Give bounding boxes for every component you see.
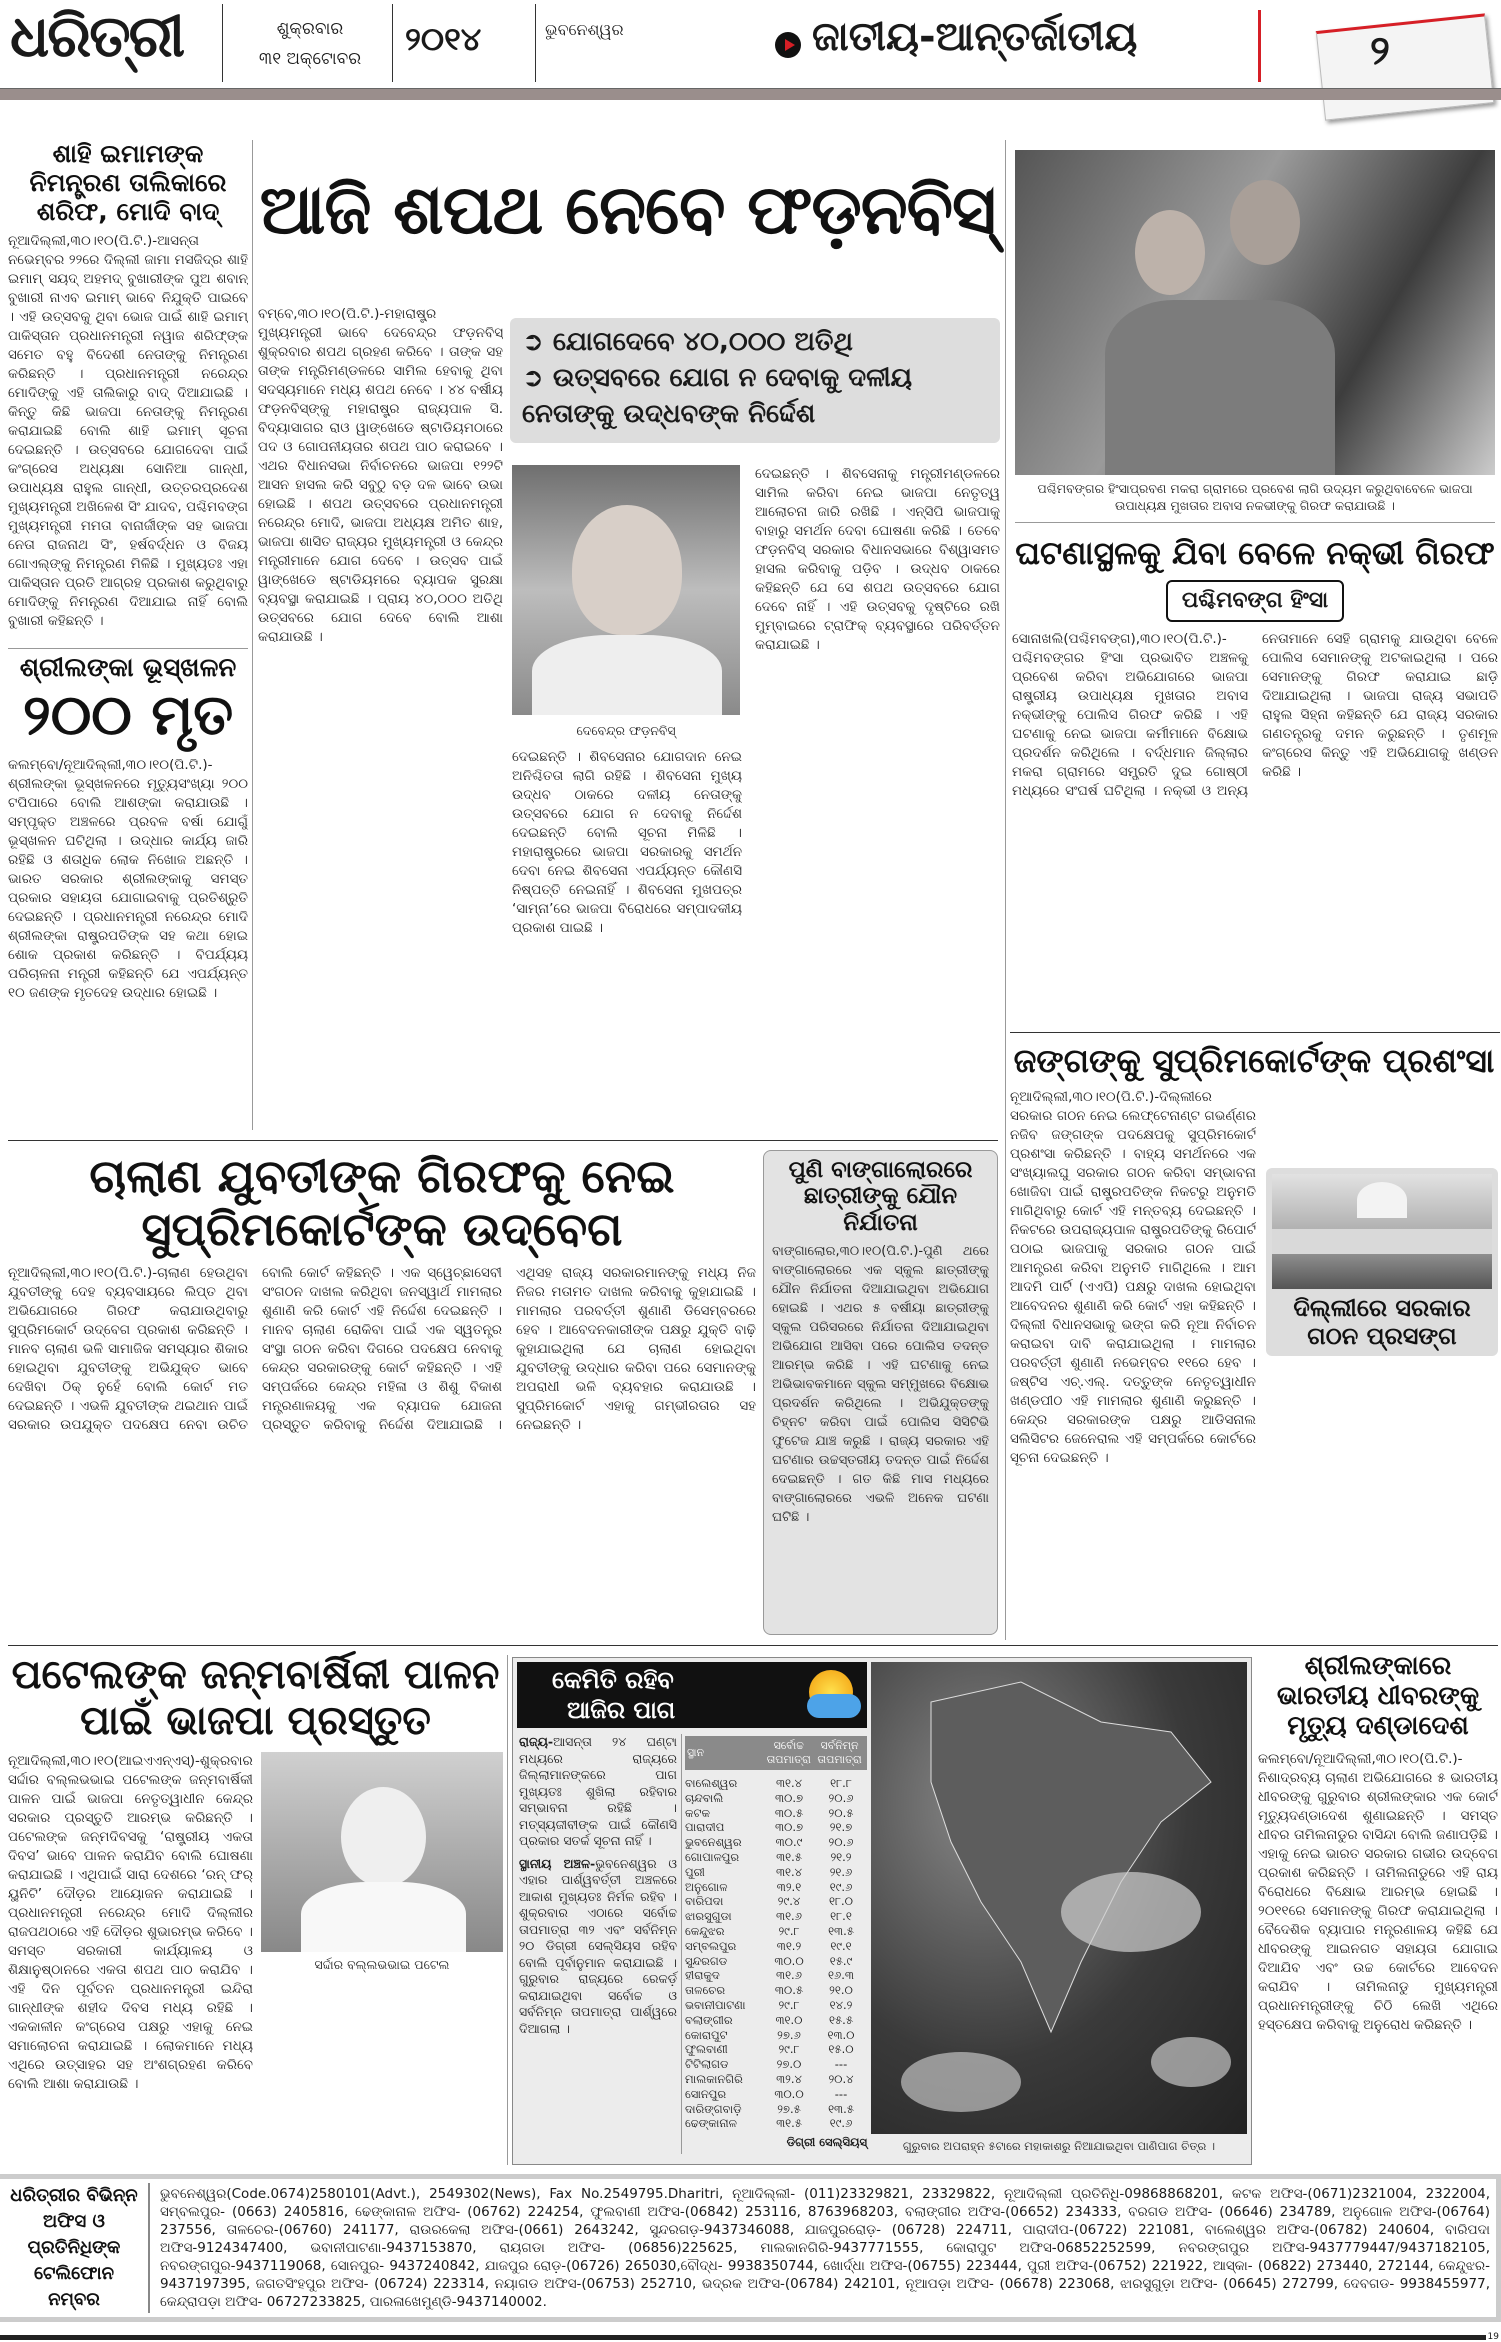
min-temp: ୧୮.୦ bbox=[829, 1894, 853, 1909]
station-name: ହୀରାକୁଦ bbox=[685, 1968, 720, 1983]
max-temp: ୩୨.୧ bbox=[776, 1879, 802, 1894]
max-temp: ୩୧.୨ bbox=[776, 1938, 802, 1953]
table-row bbox=[685, 1924, 867, 1939]
max-temp: ୨୯.୮ bbox=[778, 1997, 800, 2012]
footer-label: ଧରିତ୍ରୀର ବିଭିନ୍ନ ଅଫିସ ଓ ପ୍ରତିନିଧିଙ୍କ ଟେଲିଫୋନ ନମ୍ବର bbox=[0, 2183, 150, 2313]
table-row bbox=[685, 1894, 867, 1909]
photo-box-supreme-court bbox=[1266, 1168, 1498, 1356]
article-body-fishermen: କଲମ୍ବୋ/ନୂଆଦିଲ୍ଲୀ,୩୦।୧୦(ପି.ଟି.)-ନିଶାଦ୍ରବ୍ୟ ଚାଲାଣ ଅଭିଯୋଗରେ ୫ ଭାରତୀୟ ଧୀବରଙ୍କୁ ଗୁରୁବାର ଶ୍ରୀଲଙ୍କାର ଏକ କୋର୍ଟ ମୃତ୍ୟୁଦଣ୍ଡାଦେଶ ଶୁଣାଇଛନ୍ତି । ସମସ୍ତ ଧୀବର ତାମିଲନାଡୁର ବାସିନ୍ଦା ବୋଲି ଜଣାପଡ଼ିଛି । ଏହାକୁ ନେଇ ଭାରତ ସରକାର ଗଭୀର ଉଦ୍‌ବେଗ ପ୍ରକାଶ କରିଛନ୍ତି । ତାମିଲନାଡୁରେ ଏହି ରାୟ ବିରୋଧରେ ବିକ୍ଷୋଭ ଆରମ୍ଭ ହୋଇଛି । ୨୦୧୧ରେ ସେମାନଙ୍କୁ ଗିରଫ କରାଯାଇଥିଲା । ବୈଦେଶିକ ବ୍ୟାପାର ମନ୍ତ୍ରଣାଳୟ କହିଛି ଯେ ଧୀବରଙ୍କୁ ଆଇନଗତ ସହାୟତା ଯୋଗାଇ ଦିଆଯିବ ଏବଂ ଉଚ୍ଚ କୋର୍ଟରେ ଆବେଦନ କରାଯିବ । ତାମିଲନାଡୁ ମୁଖ୍ୟମନ୍ତ୍ରୀ ପ୍ରଧାନମନ୍ତ୍ରୀଙ୍କୁ ଚିଠି ଲେଖି ଏଥିରେ ହସ୍ତକ୍ଷେପ କରିବାକୁ ଅନୁରୋଧ କରିଛନ୍ତି । bbox=[1258, 1750, 1498, 2033]
divider bbox=[8, 648, 248, 649]
column-rule bbox=[252, 140, 253, 1130]
page-curl-icon bbox=[1316, 13, 1494, 120]
article-body-fadnavis-3: ଦେଇଛନ୍ତି । ଶିବସେନାକୁ ମନ୍ତ୍ରୀମଣ୍ଡଳରେ ସାମିଲ କରିବା ନେଇ ଭାଜପା ନେତୃତ୍ୱ ଆଲୋଚନା ଜାରି ରଖିଛି । ଏନ୍‌ସିପି ଭାଜପାକୁ ବାହାରୁ ସମର୍ଥନ ଦେବା ଘୋଷଣା କରିଛି । ତେବେ ଫଡ଼ନବିସ୍ ସରକାର ବିଧାନସଭାରେ ବିଶ୍ୱାସମତ ହାସଲ କରିବାକୁ ପଡ଼ିବ । ଉଦ୍ଧବ ଠାକରେ କହିଛନ୍ତି ଯେ ସେ ଶପଥ ଉତ୍ସବରେ ଯୋଗ ଦେବେ ନାହିଁ । ଏହି ଉତ୍ସବକୁ ଦୃଷ୍ଟିରେ ରଖି ମୁମ୍ବାଇରେ ଟ୍ରାଫିକ୍ ବ୍ୟବସ୍ଥାରେ ପରିବର୍ତ୍ତନ କରାଯାଇଛି । bbox=[755, 466, 1000, 653]
table-row bbox=[685, 2042, 867, 2057]
min-temp: --- bbox=[834, 2086, 848, 2101]
header-bar bbox=[0, 88, 1501, 100]
headline-chalan: ଚାଲାଣ ଯୁବତୀଙ୍କ ଗିରଫକୁ ନେଇ ସୁପ୍ରିମକୋର୍ଟଙ୍କ ଉଦ୍‌ବେଗ bbox=[89, 1149, 675, 1256]
article-body-chalan: ନୂଆଦିଲ୍ଲୀ,୩୦।୧୦(ପି.ଟି.)-ଚାଲାଣ ହେଉଥିବା ଯୁବତୀଙ୍କୁ ଦେହ ବ୍ୟବସାୟରେ ଲିପ୍ତ ଥିବା ଅଭିଯୋଗରେ ଗିରଫ କରାଯାଉଥିବାରୁ ସୁପ୍ରିମକୋର୍ଟ ଉଦ୍‌ବେଗ ପ୍ରକାଶ କରିଛନ୍ତି । ମାନବ ଚାଲାଣ ଭଳି ସାମାଜିକ ସମସ୍ୟାର ଶିକାର ହୋଇଥିବା ଯୁବତୀଙ୍କୁ ଅଭିଯୁକ୍ତ ଭାବେ ଦେଖିବା ଠିକ୍ ନୁହେଁ ବୋଲି କୋର୍ଟ ମତ ଦେଇଛନ୍ତି । ଏଭଳି ଯୁବତୀଙ୍କ ଥଇଥାନ ପାଇଁ ସରକାର ଉପଯୁକ୍ତ ପଦକ୍ଷେପ ନେବା ଉଚିତ ବୋଲି କୋର୍ଟ କହିଛନ୍ତି । ଏକ ସ୍ୱେଚ୍ଛାସେବୀ ସଂଗଠନ ଦାଖଲ କରିଥିବା ଜନସ୍ୱାର୍ଥ ମାମଲାର ଶୁଣାଣି କରି କୋର୍ଟ ଏହି ନିର୍ଦ୍ଦେଶ ଦେଇଛନ୍ତି । ମାନବ ଚାଲାଣ ରୋକିବା ପାଇଁ ଏକ ସ୍ୱତନ୍ତ୍ର ସଂସ୍ଥା ଗଠନ କରିବା ଦିଗରେ ପଦକ୍ଷେପ ନେବାକୁ କେନ୍ଦ୍ର ସରକାରଙ୍କୁ କୋର୍ଟ କହିଛନ୍ତି । ଏହି ସମ୍ପର୍କରେ କେନ୍ଦ୍ର ମହିଳା ଓ ଶିଶୁ ବିକାଶ ମନ୍ତ୍ରଣାଳୟକୁ ଏକ ବ୍ୟାପକ ଯୋଜନା ପ୍ରସ୍ତୁତ କରିବାକୁ ନିର୍ଦ୍ଦେଶ ଦିଆଯାଇଛି । ଏଥିସହ ରାଜ୍ୟ ସରକାରମାନଙ୍କୁ ମଧ୍ୟ ନିଜ ନିଜର ମତାମତ ଦାଖଲ କରିବାକୁ କୁହାଯାଇଛି । ମାମଲାର ପରବର୍ତ୍ତୀ ଶୁଣାଣି ଡିସେମ୍ବରରେ ହେବ । ଆବେଦନକାରୀଙ୍କ ପକ୍ଷରୁ ଯୁକ୍ତି ବାଢ଼ି କୁହାଯାଇଥିଲା ଯେ ଚାଲାଣ ହୋଇଥିବା ଯୁବତୀଙ୍କୁ ଉଦ୍ଧାର କରିବା ପରେ ସେମାନଙ୍କୁ ଅପରାଧୀ ଭଳି ବ୍ୟବହାର କରାଯାଉଛି । ସୁପ୍ରିମକୋର୍ଟ ଏହାକୁ ଗମ୍ଭୀରତାର ସହ ନେଇଛନ୍ତି । bbox=[8, 1264, 756, 1433]
station-name: ଢେଙ୍କାନାଳ bbox=[685, 2116, 737, 2131]
max-temp: ୩୦.୭ bbox=[774, 1790, 804, 1805]
min-temp: ୧୩.୫ bbox=[828, 1923, 854, 1938]
table-row bbox=[685, 2116, 867, 2131]
min-temp: ୨୧.୬ bbox=[829, 1864, 853, 1879]
station-name: କେନ୍ଦୁଝର bbox=[685, 1923, 725, 1938]
station-name: ପୁରୀ bbox=[685, 1864, 705, 1879]
max-temp: ୨୭.୫ bbox=[777, 2101, 801, 2116]
min-temp: ୧୬.୩ bbox=[828, 1968, 854, 1983]
min-temp: ୨୦.୬ bbox=[828, 1790, 854, 1805]
max-temp: ୩୨.୪ bbox=[776, 2071, 802, 2086]
article-body-srilanka: କଲମ୍ବୋ/ନୂଆଦିଲ୍ଲୀ,୩୦।୧୦(ପି.ଟି.)-ଶ୍ରୀଲଙ୍କା ଭୂସ୍ଖଳନରେ ମୃତ୍ୟୁସଂଖ୍ୟା ୨୦୦ ଟପିପାରେ ବୋଲି ଆଶଙ୍କା କରାଯାଉଛି । ସମ୍ପୃକ୍ତ ଅଞ୍ଚଳରେ ପ୍ରବଳ ବର୍ଷା ଯୋଗୁଁ ଭୂସ୍ଖଳନ ଘଟିଥିଲା । ଉଦ୍ଧାର କାର୍ଯ୍ୟ ଜାରି ରହିଛି ଓ ଶତାଧିକ ଲୋକ ନିଖୋଜ ଅଛନ୍ତି । ଭାରତ ସରକାର ଶ୍ରୀଲଙ୍କାକୁ ସମସ୍ତ ପ୍ରକାର ସହାୟତା ଯୋଗାଇବାକୁ ପ୍ରତିଶ୍ରୁତି ଦେଇଛନ୍ତି । ପ୍ରଧାନମନ୍ତ୍ରୀ ନରେନ୍ଦ୍ର ମୋଦି ଶ୍ରୀଲଙ୍କା ରାଷ୍ଟ୍ରପତିଙ୍କ ସହ କଥା ହୋଇ ଶୋକ ପ୍ରକାଶ କରିଛନ୍ତି । ବିପର୍ଯ୍ୟୟ ପରିଚାଳନା ମନ୍ତ୍ରୀ କହିଛନ୍ତି ଯେ ଏପର୍ଯ୍ୟନ୍ତ ୧୦ ଜଣଙ୍କ ମୃତଦେହ ଉଦ୍ଧାର ହୋଇଛି । bbox=[8, 757, 248, 1002]
section-box-wb-violence: ପଶ୍ଚିମବଙ୍ଗ ହିଂସା bbox=[1166, 580, 1344, 622]
weather-title: କେମିତି ରହିବ ଆଜିର ପାଗ bbox=[517, 1662, 867, 1728]
min-temp: ୧୮.୮ bbox=[830, 1776, 852, 1790]
headline-imam: ଶାହି ଇମାମଙ୍କ ନିମନ୍ତ୍ରଣ ତାଲିକାରେ ଶରିଫ, ମୋଦି ବାଦ୍ bbox=[29, 139, 227, 226]
min-temp: ୧୫.୯ bbox=[829, 1953, 853, 1968]
table-row bbox=[685, 1850, 867, 1865]
max-temp: ୩୧.୬ bbox=[776, 1909, 802, 1924]
story-imam bbox=[8, 140, 248, 642]
min-temp: ୨୦.୪ bbox=[828, 2071, 854, 2086]
highlight-item: ➲ ଯୋଗଦେବେ ୪୦,୦୦୦ ଅତିଥି bbox=[522, 327, 853, 357]
table-row bbox=[685, 1954, 867, 1969]
boxed-story-bangalore bbox=[763, 1150, 998, 1635]
station-name: ଦାରିଙ୍ଗବାଡ଼ି bbox=[685, 2101, 742, 2116]
headline-jung: ଜଙ୍ଗଙ୍କୁ ସୁପ୍ରିମକୋର୍ଟଙ୍କ ପ୍ରଶଂସା bbox=[1013, 1041, 1495, 1080]
table-row bbox=[685, 1820, 867, 1835]
divider bbox=[392, 4, 393, 82]
divider bbox=[8, 1645, 1498, 1646]
jung-row bbox=[1010, 1088, 1498, 1638]
station-name: ସୁନ୍ଦରଗଡ bbox=[685, 1953, 728, 1968]
sun-cloud-icon bbox=[809, 1670, 853, 1714]
arrow-bullet-icon: ➲ bbox=[522, 363, 553, 393]
min-temp: ୨୦.୬ bbox=[828, 1835, 854, 1850]
satellite-map-caption: ଗୁରୁବାର ଅପରାହ୍ନ ୫ଟାରେ ମହାକାଶରୁ ନିଆଯାଇଥିବା ପାଣିପାଗ ଚିତ୍ର । bbox=[902, 2139, 1216, 2153]
footer-phone-list: ଭୁବନେଶ୍ୱର(Code.0674)2580101(Advt.), 2549302(News), Fax No.2549795.Dharitri, ନୂଆଦିଲ୍ଲୀ- (011)23329821, 23329822, ନୂଆଦିଲ୍ଲୀ ପ୍ରତିନିଧି-09868868201, କଟକ ଅଫିସ-(0671)2321004, 2322004, ସମ୍ବଲପୁର- (0663) 2405816, ଢେଙ୍କାନାଳ ଅଫିସ- (06762) 224254, ଫୁଲବାଣୀ ଅଫିସ-(06842) 253116, 8763968203, ବଲାଙ୍ଗୀର ଅଫିସ-(06652) 234333, ବରଗଡ ଅଫିସ- (06646) 234789, ଅନୁଗୋଳ ଅଫିସ-(06764) 237556, ତାଳଚେର-(06760) 241177, ରାଉରକେଲା ଅଫିସ-(0661) 2643242, ସୁନ୍ଦରଗଡ଼-9437346088, ଯାଜପୁରରୋଡ଼- (06728) 224711, ପାରାଦୀପ-(06722) 221081, ବାଲେଶ୍ୱର ଅଫିସ-(06782) 240604, ବାରିପଦା ଅଫିସ-9124347400, ଭବାନୀପାଟଣା-9437153870, ରାୟଗଡା ଅଫିସ- (06856)225625, ମାଲକାନଗିରି-9437771555, କୋରାପୁଟ ଅଫିସ-06852252599, ନବରଙ୍ଗପୁର ଅଫିସ-9437779447/9437182105, ନବରଙ୍ଗପୁର-9437119068, ସୋନପୁର- 9437240842, ଯାଜପୁର ରୋଡ଼-(06726) 265030,ବୌଦ୍ଧ- 9938350744, ଖୋର୍ଦ୍ଧା ଅଫିସ-(06755) 223444, ପୁରୀ ଅଫିସ-(06752) 221922, ଆସ୍କା- (06822) 273440, 272144, କେନ୍ଦୁଝର- 9437197395, ଜଗତସିଂହପୁର ଅଫିସ- (06724) 223314, ନୟାଗଡ ଅଫିସ-(06753) 252710, ଭଦ୍ରକ ଅଫିସ-(06784) 242101, ନୂଆପଡ଼ା ଅଫିସ- (06678) 223068, ଝାରସୁଗୁଡ଼ା ଅଫିସ- (06645) 272799, ଦେବଗଡ- 9938455977, କେନ୍ଦ୍ରାପଡ଼ା ଅଫିସ- 06727233825, ପାରଳାଖେମୁଣ୍ଡି-9437140002. bbox=[160, 2186, 1490, 2310]
newspaper-logo: ଧରିତ୍ରୀ bbox=[10, 2, 184, 70]
column-rule bbox=[507, 1655, 508, 2165]
headline-patel: ପଟେଲଙ୍କ ଜନ୍ମବାର୍ଷିକୀ ପାଳନ ପାଇଁ ଭାଜପା ପ୍ରସ୍ତୁତ bbox=[11, 1652, 500, 1744]
table-rows bbox=[685, 1776, 867, 2131]
photo-caption-naqvi: ପଶ୍ଚିମବଙ୍ଗର ହିଂସାପ୍ରବଣ ମକରା ଗ୍ରାମରେ ପ୍ରବେଶ ଲାଗି ଉଦ୍ୟମ କରୁଥିବାବେଳେ ଭାଜପା ଉପାଧ୍ୟକ୍ଷ ମୁଖତାର ଅବାସ ନକଭୀଙ୍କୁ ଗିରଫ କରାଯାଉଛି । bbox=[1037, 481, 1473, 513]
station-name: ତାଳଚେର bbox=[685, 1983, 726, 1998]
dateline bbox=[235, 14, 385, 74]
table-row bbox=[685, 2013, 867, 2028]
footer bbox=[0, 2174, 1501, 2342]
min-temp: ୧୪.୨ bbox=[829, 1997, 853, 2012]
table-row bbox=[685, 2057, 867, 2072]
story-fishermen bbox=[1258, 1652, 1498, 2166]
min-temp: ୧୫.୫ bbox=[829, 2012, 853, 2027]
photo-fadnavis bbox=[512, 465, 740, 715]
table-row bbox=[685, 1835, 867, 1850]
column-rule bbox=[681, 1734, 682, 2154]
max-temp: ୩୦.୦ bbox=[774, 1953, 804, 1968]
temperature-table bbox=[685, 1736, 867, 2150]
article-body-bangalore: ବାଙ୍ଗାଲୋର,୩୦।୧୦(ପି.ଟି.)-ପୁଣି ଥରେ ବାଙ୍ଗାଲୋରରେ ଏକ ସ୍କୁଲ ଛାତ୍ରୀଙ୍କୁ ଯୌନ ନିର୍ଯାତନା ଦିଆଯାଇଥିବା ଅଭିଯୋଗ ହୋଇଛି । ଏଥର ୫ ବର୍ଷୀୟା ଛାତ୍ରୀଙ୍କୁ ସ୍କୁଲ ପରିସରରେ ନିର୍ଯାତନା ଦିଆଯାଇଥିବା ଅଭିଯୋଗ ଆସିବା ପରେ ପୋଲିସ ତଦନ୍ତ ଆରମ୍ଭ କରିଛି । ଏହି ଘଟଣାକୁ ନେଇ ଅଭିଭାବକମାନେ ସ୍କୁଲ ସମ୍ମୁଖରେ ବିକ୍ଷୋଭ ପ୍ରଦର୍ଶନ କରିଥିଲେ । ଅଭିଯୁକ୍ତଙ୍କୁ ଚିହ୍ନଟ କରିବା ପାଇଁ ପୋଲିସ ସିସିଟିଭି ଫୁଟେଜ ଯାଞ୍ଚ କରୁଛି । ରାଜ୍ୟ ସରକାର ଏହି ଘଟଣାର ଉଚ୍ଚସ୍ତରୀୟ ତଦନ୍ତ ପାଇଁ ନିର୍ଦ୍ଦେଶ ଦେଇଛନ୍ତି । ଗତ କିଛି ମାସ ମଧ୍ୟରେ ବାଙ୍ଗାଲୋରରେ ଏଭଳି ଅନେକ ଘଟଣା ଘଟିଛି । bbox=[772, 1244, 989, 1526]
table-row bbox=[685, 1909, 867, 1924]
weather-box bbox=[512, 1657, 1252, 2165]
max-temp: ୩୧.୫ bbox=[776, 2116, 802, 2131]
max-temp: ୩୧.୪ bbox=[775, 1864, 803, 1879]
photo-naqvi-arrest bbox=[1015, 150, 1495, 475]
headline-naqvi: ଘଟଣାସ୍ଥଳକୁ ଯିବା ବେଳେ ନକ୍‌ଭୀ ଗିରଫ bbox=[1015, 534, 1495, 572]
max-temp: ୩୦.୦ bbox=[774, 2086, 804, 2101]
table-row bbox=[685, 1939, 867, 1954]
divider bbox=[1010, 1032, 1500, 1033]
section-title: ଜାତୀୟ-ଆନ୍ତର୍ଜାତୀୟ bbox=[812, 14, 1138, 60]
station-name: ଗୋପାଳପୁର bbox=[685, 1849, 740, 1864]
accent-divider bbox=[1258, 10, 1261, 82]
min-temp: ୧୯.୬ bbox=[829, 2116, 853, 2131]
min-temp: ୧୩.୦ bbox=[827, 2027, 855, 2042]
article-body-naqvi: ସୋନାଖଲି(ପଶ୍ଚିମବଙ୍ଗ),୩୦।୧୦(ପି.ଟି.)-ପଶ୍ଚିମବଙ୍ଗର ହିଂସା ପ୍ରଭାବିତ ଅଞ୍ଚଳକୁ ପ୍ରବେଶ କରିବା ଅଭିଯୋଗରେ ଭାଜପା ରାଷ୍ଟ୍ରୀୟ ଉପାଧ୍ୟକ୍ଷ ମୁଖତାର ଅବାସ ନକ୍‌ଭୀଙ୍କୁ ପୋଲିସ ଗିରଫ କରିଛି । ଏହି ଘଟଣାକୁ ନେଇ ଭାଜପା କର୍ମୀମାନେ ବିକ୍ଷୋଭ ପ୍ରଦର୍ଶନ କରିଥିଲେ । ବର୍ଦ୍ଧମାନ ଜିଲ୍ଲାର ମକରା ଗ୍ରାମରେ ସମ୍ପ୍ରତି ଦୁଇ ଗୋଷ୍ଠୀ ମଧ୍ୟରେ ସଂଘର୍ଷ ଘଟିଥିଲା । ନକ୍‌ଭୀ ଓ ଅନ୍ୟ ନେତାମାନେ ସେହି ଗ୍ରାମକୁ ଯାଉଥିବା ବେଳେ ପୋଲିସ ସେମାନଙ୍କୁ ଅଟକାଇଥିଲା । ପରେ ସେମାନଙ୍କୁ ଗିରଫ କରାଯାଇ ଛାଡ଼ି ଦିଆଯାଇଥିଲା । ଭାଜପା ରାଜ୍ୟ ସଭାପତି ରାହୁଲ ସିହ୍ନା କହିଛନ୍ତି ଯେ ରାଜ୍ୟ ସରକାର ଗଣତନ୍ତ୍ରକୁ ଦମନ କରୁଛନ୍ତି । ତୃଣମୂଳ କଂଗ୍ରେସ କିନ୍ତୁ ଏହି ଅଭିଯୋଗକୁ ଖଣ୍ଡନ କରିଛି । bbox=[1012, 630, 1498, 799]
max-temp: ୨୭.୦ bbox=[776, 2057, 802, 2072]
max-temp: ୨୯.୮ bbox=[778, 1923, 800, 1938]
divider bbox=[535, 4, 536, 82]
article-body-jung: ନୂଆଦିଲ୍ଲୀ,୩୦।୧୦(ପି.ଟି.)-ଦିଲ୍ଲୀରେ ସରକାର ଗଠନ ନେଇ ଲେଫ୍‌ଟେନାଣ୍ଟ ଗଭର୍ଣ୍ଣର ନଜିବ ଜଙ୍ଗଙ୍କ ପଦକ୍ଷେପକୁ ସୁପ୍ରିମକୋର୍ଟ ପ୍ରଶଂସା କରିଛନ୍ତି । ବାହ୍ୟ ସମର୍ଥନରେ ଏକ ସଂଖ୍ୟାଲଘୁ ସରକାର ଗଠନ କରିବା ସମ୍ଭାବନା ଖୋଜିବା ପାଇଁ ରାଷ୍ଟ୍ରପତିଙ୍କ ନିକଟରୁ ଅନୁମତି ମାଗିଥିବାରୁ କୋର୍ଟ ଏହି ମନ୍ତବ୍ୟ ଦେଇଛନ୍ତି । ନିକଟରେ ଉପରାଜ୍ୟପାଳ ରାଷ୍ଟ୍ରପତିଙ୍କୁ ରିପୋର୍ଟ ପଠାଇ ଭାଜପାକୁ ସରକାର ଗଠନ ପାଇଁ ଆମନ୍ତ୍ରଣ କରିବା ଅନୁମତି ମାଗିଥିଲେ । ଆମ ଆଦମି ପାର୍ଟି (ଏଏପି) ପକ୍ଷରୁ ଦାଖଲ ହୋଇଥିବା ଆବେଦନର ଶୁଣାଣି କରି କୋର୍ଟ ଏହା କହିଛନ୍ତି । ଦିଲ୍ଲୀ ବିଧାନସଭାକୁ ଭଙ୍ଗ କରି ନୂଆ ନିର୍ବାଚନ କରାଇବା ଦାବି କରାଯାଇଥିଲା । ମାମଲାର ପରବର୍ତ୍ତୀ ଶୁଣାଣି ନଭେମ୍ବର ୧୧ରେ ହେବ । ଜଷ୍ଟିସ ଏଚ୍.ଏଲ୍. ଦତ୍ତୁଙ୍କ ନେତୃତ୍ୱାଧୀନ ଖଣ୍ଡପୀଠ ଏହି ମାମଲାର ଶୁଣାଣି କରୁଛନ୍ତି । କେନ୍ଦ୍ର ସରକାରଙ୍କ ପକ୍ଷରୁ ଆଡିସନାଲ ସଲିସିଟର ଜେନେରାଲ ଏହି ସମ୍ପର୍କରେ କୋର୍ଟରେ ସୂଚନା ଦେଇଛନ୍ତି । bbox=[1010, 1088, 1256, 1466]
min-temp: ୧୫.୦ bbox=[828, 2042, 854, 2057]
station-name: କଟକ bbox=[685, 1805, 710, 1820]
satellite-weather-map bbox=[871, 1662, 1247, 2134]
table-row bbox=[685, 2028, 867, 2043]
min-temp: ୨୧.୦ bbox=[829, 1983, 853, 1998]
headline-fishermen: ଶ୍ରୀଲଙ୍କାରେ ଭାରତୀୟ ଧୀବରଙ୍କୁ ମୃତ୍ୟୁ ଦଣ୍ଡାଦେଶ bbox=[1276, 1651, 1480, 1741]
max-temp: ୨୭.୬ bbox=[777, 2027, 801, 2042]
patel-photo-column bbox=[261, 1752, 503, 2166]
station-name: ଫୁଲବାଣୀ bbox=[685, 2042, 728, 2057]
table-row bbox=[685, 2102, 867, 2117]
min-temp: --- bbox=[834, 2057, 848, 2072]
min-temp: ୨୧.୭ bbox=[829, 1820, 853, 1835]
supreme-court-photo bbox=[1272, 1174, 1492, 1289]
headline-srilanka: ୨୦୦ ମୃତ bbox=[22, 682, 234, 748]
station-name: ବାରିପଦା bbox=[685, 1894, 724, 1909]
max-temp: ୩୧.୬ bbox=[776, 1968, 802, 1983]
unit-label: ଡିଗ୍ରୀ ସେଲ୍‌ସିୟସ୍ bbox=[786, 2135, 867, 2150]
photo-caption-fadnavis: ଦେବେନ୍ଦ୍ର ଫଡ଼ନବିସ୍ bbox=[576, 723, 676, 738]
station-name: ଟିଟିଲାଗଡ bbox=[685, 2057, 729, 2072]
station-name: ସୋନପୁର bbox=[685, 2086, 727, 2101]
footer-rule-row bbox=[0, 2332, 1501, 2342]
table-row bbox=[685, 1776, 867, 1791]
table-row bbox=[685, 2087, 867, 2102]
table-row bbox=[685, 1865, 867, 1880]
table-row bbox=[685, 1998, 867, 2013]
min-temp: ୧୯.୬ bbox=[829, 1879, 853, 1894]
divider bbox=[8, 1140, 998, 1141]
day: ଶୁକ୍ରବାର bbox=[276, 19, 344, 39]
photo-patel bbox=[261, 1752, 503, 1952]
max-temp: ୩୦.୯ bbox=[775, 1835, 803, 1850]
station-name: ଚାନ୍ଦବାଲି bbox=[685, 1790, 724, 1805]
arrow-bullet-icon: ➲ bbox=[522, 327, 553, 357]
min-temp: ୨୧.୨ bbox=[830, 1849, 852, 1864]
highlights-box bbox=[510, 318, 1000, 443]
station-name: ମାଲକାନଗିରି bbox=[685, 2071, 743, 2086]
table-row bbox=[685, 1791, 867, 1806]
table-row bbox=[685, 1968, 867, 1983]
sheet-number: 19 bbox=[1487, 2332, 1499, 2342]
story-jung bbox=[1010, 1042, 1498, 1638]
station-name: କୋରାପୁଟ bbox=[685, 2027, 728, 2042]
patel-row bbox=[8, 1752, 503, 2166]
max-temp: ୩୧.୦ bbox=[775, 2012, 803, 2027]
min-temp: ୧୮.୧ bbox=[830, 1909, 852, 1924]
kicker-srilanka: ଶ୍ରୀଲଙ୍କା ଭୂସ୍ଖଳନ bbox=[19, 653, 237, 683]
max-temp: ୩୦.୫ bbox=[774, 1805, 804, 1820]
station-name: ବାଲେଶ୍ୱର bbox=[685, 1776, 738, 1790]
max-temp: ୨୯.୮ bbox=[778, 2042, 800, 2057]
article-body-fadnavis-1: ବମ୍ବେ,୩୦।୧୦(ପି.ଟି.)-ମହାରାଷ୍ଟ୍ର ମୁଖ୍ୟମନ୍ତ୍ରୀ ଭାବେ ଦେବେନ୍ଦ୍ର ଫଡ଼ନବିସ୍ ଶୁକ୍ରବାର ଶପଥ ଗ୍ରହଣ କରିବେ । ତାଙ୍କ ସହ ତାଙ୍କ ମନ୍ତ୍ରିମଣ୍ଡଳରେ ସାମିଲ ହେବାକୁ ଥିବା ସଦସ୍ୟମାନେ ମଧ୍ୟ ଶପଥ ନେବେ । ୪୪ ବର୍ଷୀୟ ଫଡ଼ନବିସ୍‌ଙ୍କୁ ମହାରାଷ୍ଟ୍ର ରାଜ୍ୟପାଳ ସି. ବିଦ୍ୟାସାଗର ରାଓ ୱାଙ୍ଖେଡେ ଷ୍ଟାଡିୟମଠାରେ ପଦ ଓ ଗୋପନୀୟତାର ଶପଥ ପାଠ କରାଇବେ । ଏଥର ବିଧାନସଭା ନିର୍ବାଚନରେ ଭାଜପା ୧୨୨ଟି ଆସନ ହାସଲ କରି ସବୁଠୁ ବଡ଼ ଦଳ ଭାବେ ଉଭା ହୋଇଛି । ଶପଥ ଉତ୍ସବରେ ପ୍ରଧାନମନ୍ତ୍ରୀ ନରେନ୍ଦ୍ର ମୋଦି, ଭାଜପା ଅଧ୍ୟକ୍ଷ ଅମିତ ଶାହ, ଭାଜପା ଶାସିତ ରାଜ୍ୟର ମୁଖ୍ୟମନ୍ତ୍ରୀ ଓ କେନ୍ଦ୍ର ମନ୍ତ୍ରୀମାନେ ଯୋଗ ଦେବେ । ଉତ୍ସବ ପାଇଁ ୱାଙ୍ଖେଡେ ଷ୍ଟାଡିୟମରେ ବ୍ୟାପକ ସୁରକ୍ଷା ବ୍ୟବସ୍ଥା କରାଯାଇଛି । ପ୍ରାୟ ୪୦,୦୦୦ ଅତିଥି ଉତ୍ସବରେ ଯୋଗ ଦେବେ ବୋଲି ଆଶା କରାଯାଉଛି । bbox=[258, 306, 503, 645]
photo-caption-jung: ଦିଲ୍ଲୀରେ ସରକାର ଗଠନ ପ୍ରସଙ୍ଗ bbox=[1293, 1293, 1471, 1350]
page-number: ୨ bbox=[1370, 28, 1390, 74]
min-temp: ୧୩.୫ bbox=[828, 2101, 854, 2116]
max-temp: ୩୦.୫ bbox=[774, 1983, 804, 1998]
table-row bbox=[685, 2072, 867, 2087]
column-rule bbox=[1005, 140, 1006, 1640]
station-name: ଭବାନୀପାଟଣା bbox=[685, 1997, 746, 2012]
weather-forecast-text: ରାଜ୍ୟ-ଆସନ୍ତା ୨୪ ଘଣ୍ଟା ମଧ୍ୟରେ ରାଜ୍ୟରେ ଜିଲ୍ଲାମାନଙ୍କରେ ପାଗ ମୁଖ୍ୟତଃ ଶୁଖିଲା ରହିବାର ସମ୍ଭାବନା ରହିଛି । ମତ୍ସ୍ୟଜୀବୀଙ୍କ ପାଇଁ କୌଣସି ପ୍ରକାର ସତର୍କ ସୂଚନା ନାହିଁ । ସ୍ଥାନୀୟ ଅଞ୍ଚଳ-ଭୁବନେଶ୍ୱର ଓ ଏହାର ପାର୍ଶ୍ୱବର୍ତ୍ତୀ ଅଞ୍ଚଳରେ ଆକାଶ ମୁଖ୍ୟତଃ ନିର୍ମଳ ରହିବ । ଶୁକ୍ରବାର ଏଠାରେ ସର୍ବୋଚ୍ଚ ତାପମାତ୍ରା ୩୨ ଏବଂ ସର୍ବନିମ୍ନ ୨୦ ଡିଗ୍ରୀ ସେଲ୍‌ସିୟସ ରହିବ ବୋଲି ପୂର୍ବାନୁମାନ କରାଯାଇଛି । ଗୁରୁବାର ରାଜ୍ୟରେ ରେକର୍ଡ଼ କରାଯାଇଥିବା ସର୍ବୋଚ୍ଚ ଓ ସର୍ବନିମ୍ନ ତାପମାତ୍ରା ପାର୍ଶ୍ୱରେ ଦିଆଗଲା । bbox=[519, 1734, 677, 2036]
min-temp: ୨୦.୫ bbox=[828, 1805, 854, 1820]
station-name: ଅନୁଗୋଳ bbox=[685, 1879, 728, 1894]
play-arrow-icon bbox=[775, 32, 801, 58]
station-name: ପାରାଦୀପ bbox=[685, 1820, 725, 1835]
max-temp: ୩୧.୪ bbox=[775, 1776, 803, 1790]
story-patel bbox=[8, 1652, 503, 2166]
table-header: ସ୍ଥାନ ସର୍ବୋଚ୍ଚ ତାପମାତ୍ରା ସର୍ବନିମ୍ନ ତାପମାତ୍ରା bbox=[685, 1736, 867, 1770]
table-row bbox=[685, 1983, 867, 1998]
article-body-imam: ନୂଆଦିଲ୍ଲୀ,୩୦।୧୦(ପି.ଟି.)-ଆସନ୍ତା ନଭେମ୍ବର ୨୨ରେ ଦିଲ୍ଲୀ ଜାମା ମସଜିଦ୍‌ର ଶାହି ଇମାମ୍ ସୟଦ୍ ଅହମଦ୍ ବୁଖାରୀଙ୍କ ପୁଅ ଶବାନ୍ ବୁଖାରୀ ନାଏବ ଇମାମ୍ ଭାବେ ନିଯୁକ୍ତି ପାଇବେ । ଏହି ଉତ୍ସବକୁ ଥିବା ଭୋଜ ପାଇଁ ଶାହି ଇମାମ୍ ପାକିସ୍ତାନ ପ୍ରଧାନମନ୍ତ୍ରୀ ନୱାଜ ଶରିଫ୍‌ଙ୍କ ସମେତ ବହୁ ବିଦେଶୀ ନେତାଙ୍କୁ ନିମନ୍ତ୍ରଣ କରିଛନ୍ତି । ପ୍ରଧାନମନ୍ତ୍ରୀ ନରେନ୍ଦ୍ର ମୋଦିଙ୍କୁ ଏହି ତାଲିକାରୁ ବାଦ୍ ଦିଆଯାଇଛି । କିନ୍ତୁ କିଛି ଭାଜପା ନେତାଙ୍କୁ ନିମନ୍ତ୍ରଣ କରାଯାଇଛି ବୋଲି ଶାହି ଇମାମ୍ ସୂଚନା ଦେଇଛନ୍ତି । ଉତ୍ସବରେ ଯୋଗଦେବା ପାଇଁ କଂଗ୍ରେସ ଅଧ୍ୟକ୍ଷା ସୋନିଆ ଗାନ୍ଧୀ, ଉପାଧ୍ୟକ୍ଷ ରାହୁଲ ଗାନ୍ଧୀ, ଉତ୍ତରପ୍ରଦେଶ ମୁଖ୍ୟମନ୍ତ୍ରୀ ଅଖିଳେଶ ସିଂ ଯାଦବ, ପଶ୍ଚିମବଙ୍ଗ ମୁଖ୍ୟମନ୍ତ୍ରୀ ମମତା ବାନାର୍ଜୀଙ୍କ ସହ ଭାଜପା ନେତା ରାଜନାଥ ସିଂ, ହର୍ଷବର୍ଦ୍ଧନ ଓ ବିଜୟ ଗୋଏଲ୍‌ଙ୍କୁ ନିମନ୍ତ୍ରଣ ମିଳିଛି । ମୁଖ୍ୟତଃ ଏହା ପାକିସ୍ତାନ ପ୍ରତି ଆଗ୍ରହ ପ୍ରକାଶ କରୁଥିବାରୁ ମୋଦିଙ୍କୁ ନିମନ୍ତ୍ରଣ ଦିଆଯାଇ ନାହିଁ ବୋଲି ବୁଖାରୀ କହିଛନ୍ତି । bbox=[8, 233, 248, 630]
article-body-fadnavis-2: ଦେଇଛନ୍ତି । ଶିବସେନାର ଯୋଗଦାନ ନେଇ ଅନିଶ୍ଚିତତା ଲାଗି ରହିଛି । ଶିବସେନା ମୁଖ୍ୟ ଉଦ୍ଧବ ଠାକରେ ଦଳୀୟ ନେତାଙ୍କୁ ଉତ୍ସବରେ ଯୋଗ ନ ଦେବାକୁ ନିର୍ଦ୍ଦେଶ ଦେଇଛନ୍ତି ବୋଲି ସୂଚନା ମିଳିଛି । ମହାରାଷ୍ଟ୍ରରେ ଭାଜପା ସରକାରକୁ ସମର୍ଥନ ଦେବା ନେଇ ଶିବସେନା ଏପର୍ଯ୍ୟନ୍ତ କୌଣସି ନିଷ୍ପତ୍ତି ନେଇନାହିଁ । ଶିବସେନା ମୁଖପତ୍ର ‘ସାମ୍ନା’ରେ ଭାଜପା ବିରୋଧରେ ସମ୍ପାଦକୀୟ ପ୍ରକାଶ ପାଇଛି । bbox=[512, 749, 742, 936]
max-temp: ୩୦.୭ bbox=[774, 1820, 804, 1835]
table-row bbox=[685, 1880, 867, 1895]
divider bbox=[1015, 522, 1495, 523]
station-name: ଝାରସୁଗୁଡା bbox=[685, 1909, 732, 1924]
city: ଭୁବନେଶ୍ୱର bbox=[545, 20, 624, 39]
story-naqvi bbox=[1012, 535, 1498, 1023]
station-name: ସମ୍ବଲପୁର bbox=[685, 1938, 737, 1953]
max-temp: ୩୧.୫ bbox=[776, 1849, 802, 1864]
headline-fadnavis: ଆଜି ଶପଥ ନେବେ ଫଡ଼ନବିସ୍ bbox=[259, 171, 996, 250]
station-name: ବଲାଙ୍ଗୀର bbox=[685, 2012, 733, 2027]
highlight-item: ➲ ଉତ୍ସବରେ ଯୋଗ ନ ଦେବାକୁ ଦଳୀୟ ନେତାଙ୍କୁ ଉଦ୍ଧବଙ୍କ ନିର୍ଦ୍ଦେଶ bbox=[522, 363, 913, 429]
table-row bbox=[685, 1806, 867, 1821]
article-body-patel: ନୂଆଦିଲ୍ଲୀ,୩୦।୧୦(ଆଇଏଏନ୍‌ଏସ୍)-ଶୁକ୍ରବାର ସର୍ଦ୍ଦାର ବଲ୍ଲଭଭାଇ ପଟେଲଙ୍କ ଜନ୍ମବାର୍ଷିକୀ ପାଳନ ପାଇଁ ଭାଜପା ନେତୃତ୍ୱାଧୀନ କେନ୍ଦ୍ର ସରକାର ପ୍ରସ୍ତୁତି ଆରମ୍ଭ କରିଛନ୍ତି । ପଟେଲଙ୍କ ଜନ୍ମଦିବସକୁ ‘ରାଷ୍ଟ୍ରୀୟ ଏକତା ଦିବସ’ ଭାବେ ପାଳନ କରାଯିବ ବୋଲି ଘୋଷଣା କରାଯାଇଛି । ଏଥିପାଇଁ ସାରା ଦେଶରେ ‘ରନ୍ ଫର୍ ୟୁନିଟି’ ଦୌଡ଼ର ଆୟୋଜନ କରାଯାଇଛି । ପ୍ରଧାନମନ୍ତ୍ରୀ ନରେନ୍ଦ୍ର ମୋଦି ଦିଲ୍ଲୀର ରାଜପଥଠାରେ ଏହି ଦୌଡ଼ର ଶୁଭାରମ୍ଭ କରିବେ । ସମସ୍ତ ସରକାରୀ କାର୍ଯ୍ୟାଳୟ ଓ ଶିକ୍ଷାନୁଷ୍ଠାନରେ ଏକତା ଶପଥ ପାଠ କରାଯିବ । ଏହି ଦିନ ପୂର୍ବତନ ପ୍ରଧାନମନ୍ତ୍ରୀ ଇନ୍ଦିରା ଗାନ୍ଧୀଙ୍କ ଶହୀଦ ଦିବସ ମଧ୍ୟ ରହିଛି । ଏକକାଳୀନ କଂଗ୍ରେସ ପକ୍ଷରୁ ଏହାକୁ ନେଇ ସମାଲୋଚନା କରାଯାଇଛି । ଲୋକମାନେ ମଧ୍ୟ ଏଥିରେ ଉତ୍ସାହର ସହ ଅଂଶଗ୍ରହଣ କରିବେ ବୋଲି ଆଶା କରାଯାଉଛି । bbox=[8, 1753, 253, 2092]
divider bbox=[222, 4, 223, 82]
min-temp: ୧୯.୧ bbox=[830, 1938, 852, 1953]
footer-box bbox=[0, 2174, 1501, 2322]
story-chalan bbox=[8, 1150, 756, 1635]
max-temp: ୨୯.୪ bbox=[777, 1894, 801, 1909]
station-name: ଭୁବନେଶ୍ୱର bbox=[685, 1835, 742, 1850]
date: ୩୧ ଅକ୍ଟୋବର bbox=[258, 49, 362, 69]
year: ୨୦୧୪ bbox=[405, 20, 482, 58]
headline-bangalore: ପୁଣି ବାଙ୍ଗାଲୋରରେ ଛାତ୍ରୀଙ୍କୁ ଯୌନ ନିର୍ଯାତନା bbox=[788, 1157, 973, 1236]
story-srilanka bbox=[8, 654, 248, 1130]
photo-caption-patel: ସର୍ଦ୍ଦାର ବଲ୍ଲଭଭାଇ ପଟେଲ bbox=[314, 1957, 450, 1972]
